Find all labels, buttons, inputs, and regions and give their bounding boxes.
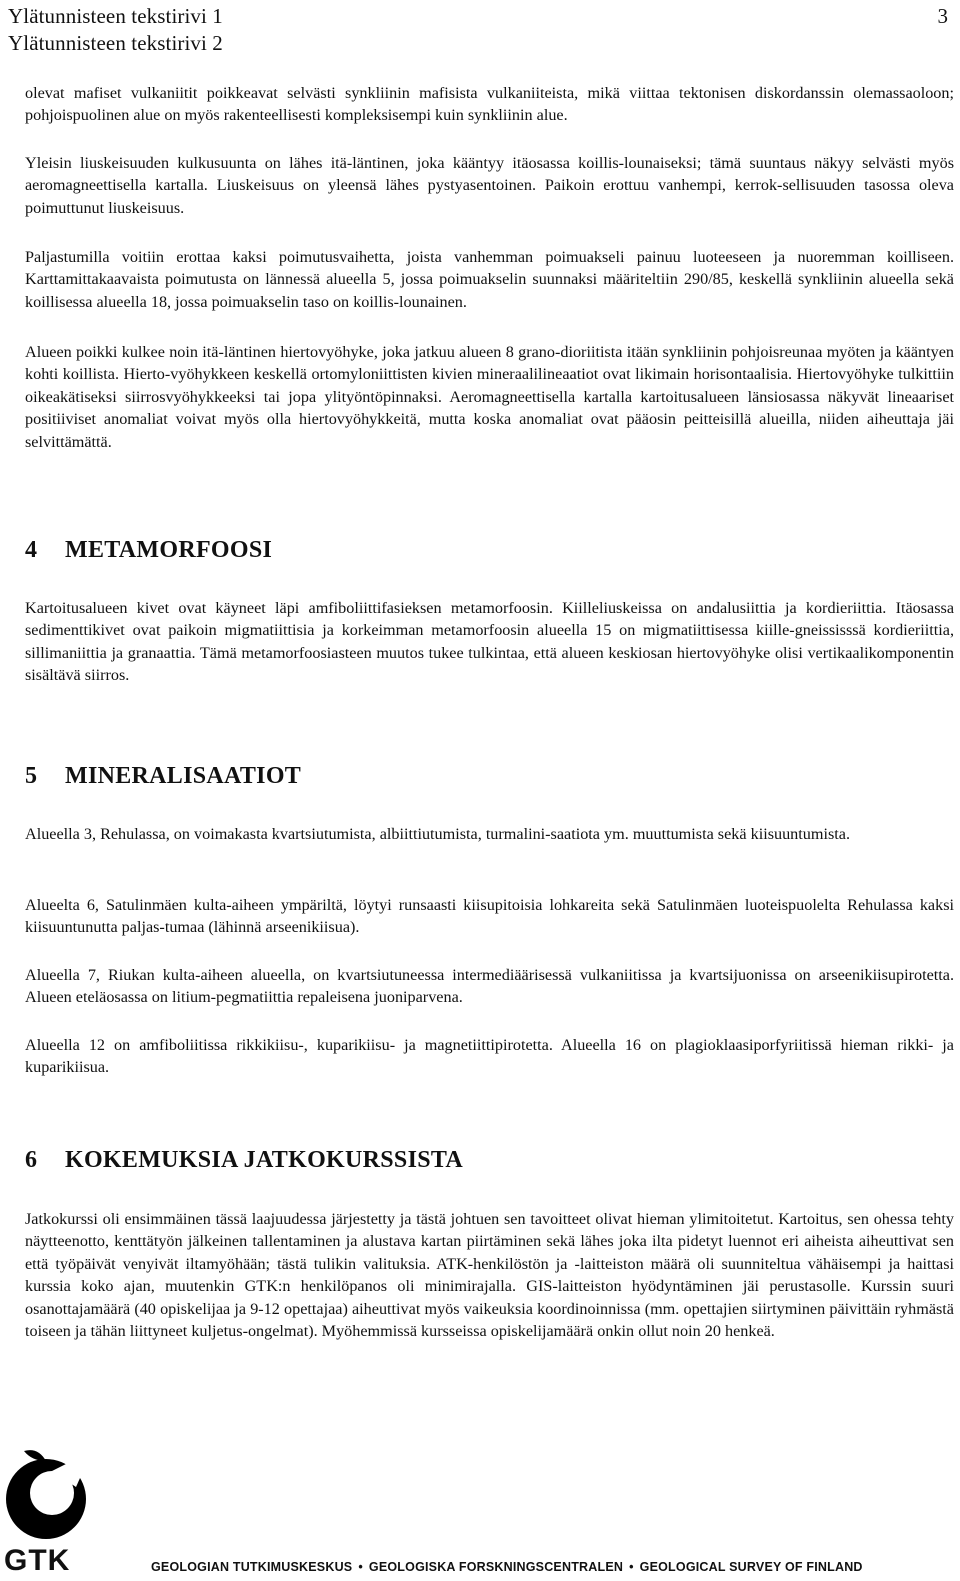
footer-organizations <box>151 1559 863 1575</box>
section-title: KOKEMUKSIA JATKOKURSSISTA <box>65 1147 464 1173</box>
section-number: 4 <box>25 537 38 563</box>
org-name-swedish: GEOLOGISKA FORSKNINGSCENTRALEN <box>368 1560 624 1574</box>
section-number: 5 <box>25 763 38 789</box>
page-number: 3 <box>937 4 948 28</box>
section-6-paragraph-1: Jatkokurssi oli ensimmäinen tässä laajuudessa järjestetty ja tästä johtuen sen tavoitteet olivat hieman ylimitoitetut. Kartoitus, sen ohessa tehty näytteenotto, kenttätyön jälkeinen tallentaminen ja alustava kartan piirtäminen sekä lähes joka ilta pidetyt luennot eri aiheista aiheuttivat sen että työpäivät venyivät iltamyöhään; tästä tulikin valituksia. ATK-henkilöstön ja -laitteiston määrä oli suunniteltua vähäisempi ja haittasi kurssia koko ajan, muutenkin GTK:n henkilöpanos oli minimirajalla. GIS-laitteiston hyödyntäminen jäi perustasolle. Kurssin suuri osanottajamäärä (40 opiskelijaa ja 9-12 opettajaa) aiheuttivat myös vaikeuksia koordinoinnissa (mm. opettajien siirtyminen päivittäin ryhmästä toiseen ja tähän liittyneet kuljetus-ongelmat). Myöhemmissä kursseissa opiskelijamäärä onkin ollut noin 20 henkeä. <box>25 1210 954 1341</box>
section-4-paragraph-1: Kartoitusalueen kivet ovat käyneet läpi amfiboliittifasieksen metamorfoosin. Kiilleliuskeissa on andalusiittia ja kordieriittia. Itäosassa sedimenttikivet ovat paikoin migmatiittisia ja korkeimman metamorfoosin alueella 15 on migmatiittisessa kiille-gneississsä kordieriittia, sillimaniittia ja granaattia. Tämä metamorfoosiasteen muutos tukee tulkintaa, että alueen keskiosan hiertovyöhyke olisi vertikaalikomponentin sisältävä siirros. <box>25 599 954 685</box>
intro-paragraph-2: Yleisin liuskeisuuden kulkusuunta on lähes itä-läntinen, joka kääntyy itäosassa koillis-lounaiseksi; tämä suuntaus näkyy selvästi myös aeromagneettisella kartalla. Liuskeisuus on yleensä lähes pystyasentoinen. Paikoin erottuu vanhempi, kerrok-sellisuuden tasossa oleva poimuttunut liuskeisuus. <box>25 154 954 217</box>
section-5-paragraph-3: Alueella 7, Riukan kulta-aiheen alueella, on kvartsiutuneessa intermediäärisessä vulkaniitissa ja kvartsijuonissa on arseenikiisupirotetta. Alueen eteläosassa on litium-pegmatiittia repaleisena juoniparvena. <box>25 966 954 1007</box>
intro-paragraph-1: olevat mafiset vulkaniitit poikkeavat selvästi synkliinin mafisista vulkaniiteista, mikä viittaa tektonisen diskordanssin olemassaoloon; pohjoispuolinen alue on myös rakenteellisesti kompleksisempi kuin synkliinin alue. <box>25 84 954 125</box>
separator-dot: • <box>629 1560 634 1574</box>
intro-paragraph-3: Paljastumilla voitiin erottaa kaksi poimutusvaihetta, joista vanhemman poimuakseli painuu luoteeseen ja nuoremman koilliseen. Karttamittakaavaista poimutusta on lännessä alueella 5, jossa poimuakselin suunnaksi määriteltiin 290/85, keskellä synkliinin alueella sekä koillisessa alueella 18, jossa poimuakselin taso on koillis-lounainen. <box>25 248 954 311</box>
separator-dot: • <box>358 1560 363 1574</box>
logo-text: GTK <box>4 1544 71 1577</box>
header-line-1: Ylätunnisteen tekstirivi 1 <box>8 4 223 28</box>
org-name-finnish: GEOLOGIAN TUTKIMUSKESKUS <box>151 1560 353 1574</box>
section-5-paragraph-2: Alueelta 6, Satulinmäen kulta-aiheen ympäriltä, löytyi runsaasti kiisupitoisia lohkareita sekä Satulinmäen luoteispuolelta Rehulassa kaksi kiisuuntunutta paljas-tumaa (lähinnä arseenikiisua). <box>25 896 954 937</box>
section-title: MINERALISAATIOT <box>65 763 302 789</box>
section-heading-kokemuksia <box>25 1146 463 1174</box>
section-5-paragraph-4: Alueella 12 on amfiboliitissa rikkikiisu-, kuparikiisu- ja magnetiittipirotetta. Alueella 16 on plagioklaasiporfyriitissä hieman rikki- ja kuparikiisua. <box>25 1036 954 1077</box>
section-5-paragraph-1: Alueella 3, Rehulassa, on voimakasta kvartsiutumista, albiittiutumista, turmalini-saatiota ym. muuttumista sekä kiisuuntumista. <box>25 825 850 843</box>
gtk-logo-icon <box>2 1447 94 1547</box>
section-heading-metamorfoosi <box>25 536 272 564</box>
org-name-english: GEOLOGICAL SURVEY OF FINLAND <box>639 1560 863 1574</box>
intro-paragraph-4: Alueen poikki kulkee noin itä-läntinen hiertovyöhyke, joka jatkuu alueen 8 grano-dioriitista itään synkliinin pohjoisreunaa myöten ja kääntyen kohti koillista. Hierto-vyöhykkeen keskellä ortomyloniittisten kivien mineraalilineaatiot ovat likimain horisontaalisia. Hiertovyöhyke tulkittiin oikeakätiseksi siirrosvyöhykkeeksi tai jopa ylityöntöpinnaksi. Aeromagneettisella kartalla kartoitusalueen länsiosassa näkyvät lineaariset positiiviset anomaliat voivat myös olla hiertovyöhykkeitä, mutta koska anomaliat ovat pääosin peitteisillä alueilla, niiden aiheuttaja jäi selvittämättä. <box>25 343 954 451</box>
page-footer <box>0 1441 960 1581</box>
section-number: 6 <box>25 1147 38 1173</box>
header-line-2: Ylätunnisteen tekstirivi 2 <box>8 31 223 55</box>
section-title: METAMORFOOSI <box>65 537 273 563</box>
section-heading-mineralisaatiot <box>25 762 301 790</box>
